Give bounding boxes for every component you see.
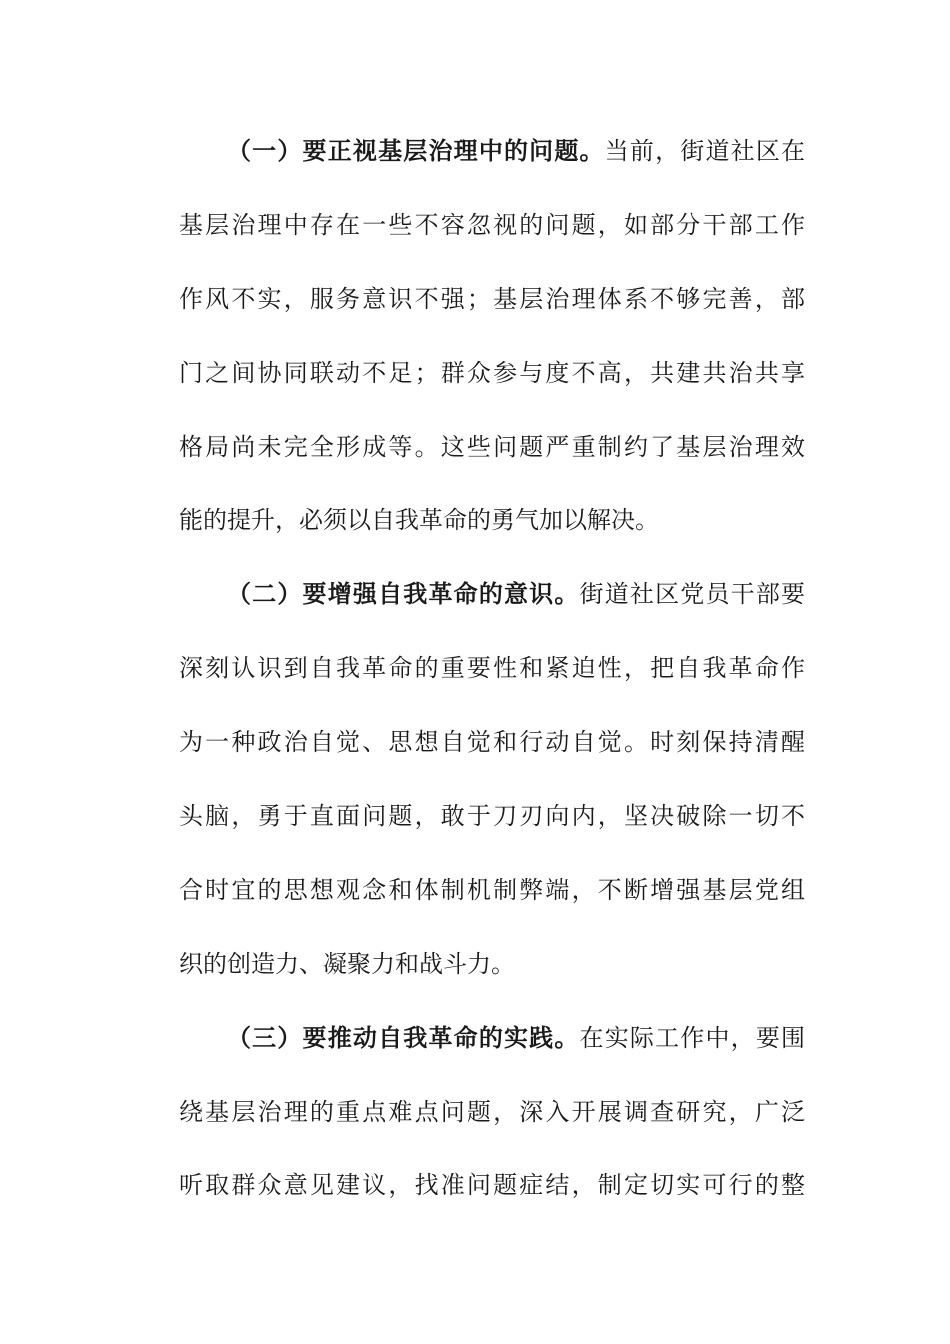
paragraph-2-line-3: 为一种政治自觉、思想自觉和行动自觉。时刻保持清醒 [179, 728, 805, 757]
paragraph-1-text: 当前，街道社区在 [604, 137, 805, 165]
paragraph-1-heading: （一）要正视基层治理中的问题。 [227, 137, 605, 165]
paragraph-2-line-6: 织的创造力、凝聚力和战斗力。 [179, 949, 515, 978]
paragraph-3-line-2: 绕基层治理的重点难点问题，深入开展调查研究，广泛 [179, 1097, 805, 1126]
paragraph-1-line-1 [179, 115, 805, 189]
paragraph-2-line-1 [179, 558, 805, 632]
paragraph-2-heading: （二）要增强自我革命的意识。 [227, 580, 580, 609]
paragraph-1-line-4: 门之间协同联动不足；群众参与度不高，共建共治共享 [179, 358, 805, 387]
paragraph-2-line-2: 深刻认识到自我革命的重要性和紧迫性，把自我革命作 [179, 654, 805, 683]
paragraph-1-line-6: 能的提升，必须以自我革命的勇气加以解决。 [179, 506, 659, 535]
paragraph-3-line-1 [179, 1002, 805, 1076]
paragraph-2-line-5: 合时宜的思想观念和体制机制弊端，不断增强基层党组 [179, 875, 805, 904]
paragraph-1-line-5: 格局尚未完全形成等。这些问题严重制约了基层治理效 [179, 432, 805, 461]
paragraph-1-line-2: 基层治理中存在一些不容忽视的问题，如部分干部工作 [179, 210, 805, 239]
paragraph-3-line-3: 听取群众意见建议，找准问题症结，制定切实可行的整 [179, 1171, 805, 1200]
paragraph-3-text: 在实际工作中，要围 [579, 1023, 805, 1052]
document-body [179, 115, 805, 1223]
paragraph-3-heading: （三）要推动自我革命的实践。 [227, 1023, 580, 1052]
paragraph-1-line-3: 作风不实，服务意识不强；基层治理体系不够完善，部 [179, 284, 805, 313]
paragraph-2-line-4: 头脑，勇于直面问题，敢于刀刃向内，坚决破除一切不 [179, 802, 805, 831]
paragraph-2-text: 街道社区党员干部要 [579, 580, 805, 609]
